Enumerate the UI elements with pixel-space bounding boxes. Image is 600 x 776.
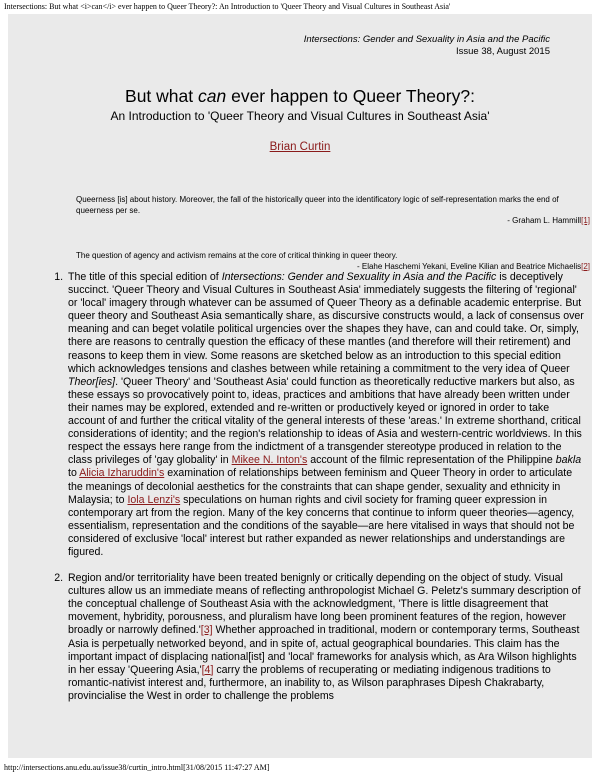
footnote-link[interactable]: [4] (201, 663, 214, 676)
article-page (8, 14, 592, 758)
footnote-link[interactable]: [3] (200, 624, 213, 637)
issue-label: Issue 38, August 2015 (455, 46, 550, 57)
journal-name: Intersections: Gender and Sexuality in Asia and the Pacific (303, 34, 550, 45)
footnote-link[interactable]: [2] (581, 261, 590, 271)
browser-title: Intersections: But what <i>can</i> ever happen to Queer Theory?: An Introduction to 'Queer Theory and Visual Cultures in Southeast Asia' (4, 2, 451, 11)
author-link[interactable]: Brian Curtin (269, 141, 331, 153)
journal-header (304, 34, 550, 58)
paragraph-1: 1. The title of this special edition of Intersections: Gender and Sexuality in Asia and the Pacific is deceptively succinct. 'Queer Theory and Visual Cultures in Southeast Asia' immediately suggests the filtering of 'regional' or 'local' imagery through whatever can be assumed of Queer Theory as a definable academic enterprise. But queer theory and Southeast Asia semantically share, as discursive constructs would, a lack of consensus over meaning and can beget volatile political urgencies over the shapes they have, can and could take. Or, simply, there are reasons to centrally question the efficacy of these mantles (and therefore will their retirement) and reasons to keep them in view. Some reasons are sketched below as an introduction to this special edition which acknowledges tensions and clashes between while retaining a commitment to the very idea of Queer Theor[ies]. 'Queer Theory' and 'Southeast Asia' could function as theoretically reductive markers but also, as these essays so provocatively point to, ideas, practices and ambitions that have already been written under their names may be explored, extended and re-written or productively keyed or ignored in order to take account of and further the critical vitality of the general interests of these 'areas.' In extreme shorthand, critical considerations of identity; and the region's relationship to ideas of Asia and western-centric worldviews. In this respect the essays here range from the indictment of a transgender stereotype produced in relation to the class privileges of 'gay globality' in Mikee N. Inton's account of the filmic representation of the Philippine bakla to Alicia Izharuddin's examination of relationships between feminism and Queer Theory in order to articulate the meanings of decolonial aesthetics for the constraints that can shape gender, sexuality and ethnicity in Malaysia; to Iola Lenzi's speculations on human rights and civil society for framing queer expression in contemporary art from the region. Many of the key concerns that continue to inform queer theories—agency, essentialism, representation and the conditions of the sayable—are here vitalised in ways that should not be considered of exclusive 'local' interest but rather expanded as newer relationships and understandings are figured. (66, 271, 586, 559)
article-subtitle: An Introduction to 'Queer Theory and Visual Cultures in Southeast Asia' (110, 109, 490, 123)
epigraph (76, 195, 590, 227)
epigraph-attribution: - Elahe Haschemi Yekani, Eveline Kilian and Beatrice Michaelis (356, 261, 582, 271)
epigraph-attribution: - Graham L. Hammill (507, 216, 582, 225)
page-url-footer: http://intersections.anu.edu.au/issue38/curtin_intro.html[31/08/2015 11:47:27 AM] (4, 763, 270, 772)
footnote-link[interactable]: [1] (581, 216, 590, 225)
article-title: But what can ever happen to Queer Theory?: (125, 86, 475, 106)
author-link-izharuddin[interactable]: Alicia Izharuddin's (79, 467, 165, 480)
epigraph-quote: The question of agency and activism remains at the core of critical thinking in queer theory. (76, 251, 398, 260)
epigraph-quote: Queerness [is] about history. Moreover, the fall of the historically queer into the identificatory logic of self-representation marks the end of queerness per se. (76, 195, 559, 215)
author-link-lenzi[interactable]: Iola Lenzi's (127, 493, 181, 506)
author-link-inton[interactable]: Mikee N. Inton's (231, 454, 308, 467)
article-body (18, 271, 586, 716)
epigraph (76, 251, 590, 272)
paragraph-2: 2. Region and/or territoriality have been treated benignly or critically depending on the object of study. Visual cultures allow us an immediate means of reflecting anthropologist Michael G. Peletz's summary description of the conceptual challenge of Southeast Asia with the acknowledgment, 'There is little disagreement that movement, hybridity, porousness, and pluralism have long been prominent features of the region, however broadly or narrowly defined.'[3] Whether approached in traditional, modern or contemporary terms, Southeast Asia is perpetually networked beyond, and in spite of, actual geographical boundaries. This claim has the important impact of displacing national[ist] and 'local' frameworks for analysis which, as Ara Wilson highlights in her essay 'Queering Asia,'[4] carry the problems of recuperating or mediating indigenous traditions to romantic-nativist interest and, furthermore, an inability to, as Wilson paraphrases Dipesh Chakrabarty, provincialise the West in order to challenge the problems (66, 572, 586, 703)
